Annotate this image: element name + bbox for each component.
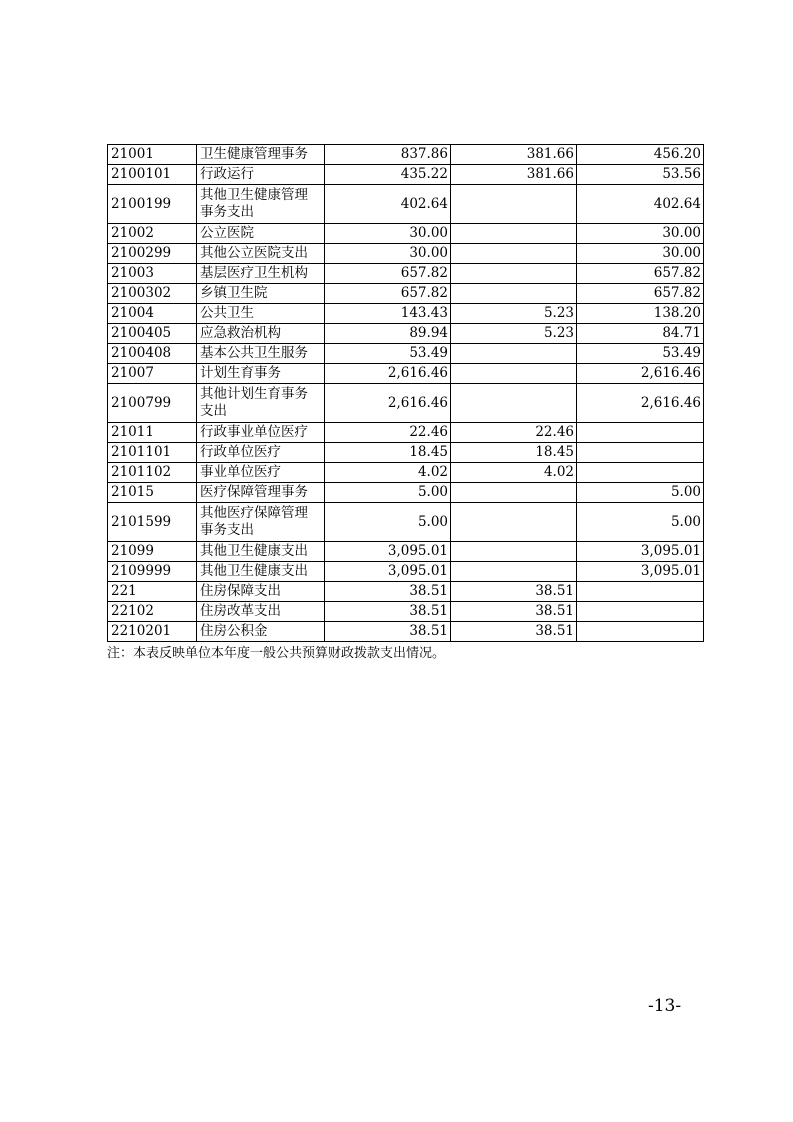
subject-name: 其他卫生健康管理事务支出 xyxy=(197,185,325,224)
subject-name: 住房保障支出 xyxy=(197,582,325,602)
basic-expenditure xyxy=(451,562,577,582)
basic-expenditure: 5.23 xyxy=(451,304,577,324)
subject-code: 21007 xyxy=(108,364,197,384)
basic-expenditure xyxy=(451,185,577,224)
subject-name: 事业单位医疗 xyxy=(197,463,325,483)
project-expenditure: 2,616.46 xyxy=(577,384,704,423)
subject-name: 其他计划生育事务支出 xyxy=(197,384,325,423)
table-footnote: 注：本表反映单位本年度一般公共预算财政拨款支出情况。 xyxy=(107,646,446,661)
project-expenditure: 3,095.01 xyxy=(577,562,704,582)
basic-expenditure: 4.02 xyxy=(451,463,577,483)
table-row xyxy=(108,503,704,542)
basic-expenditure xyxy=(451,542,577,562)
subject-name: 卫生健康管理事务 xyxy=(197,145,325,165)
total-amount: 657.82 xyxy=(325,284,451,304)
total-amount: 18.45 xyxy=(325,443,451,463)
subject-code: 2100199 xyxy=(108,185,197,224)
total-amount: 837.86 xyxy=(325,145,451,165)
table-row xyxy=(108,284,704,304)
total-amount: 3,095.01 xyxy=(325,542,451,562)
page-number: -13- xyxy=(648,996,682,1016)
subject-name: 公共卫生 xyxy=(197,304,325,324)
total-amount: 143.43 xyxy=(325,304,451,324)
subject-name: 行政事业单位医疗 xyxy=(197,423,325,443)
basic-expenditure xyxy=(451,224,577,244)
total-amount: 657.82 xyxy=(325,264,451,284)
subject-name: 其他公立医院支出 xyxy=(197,244,325,264)
subject-name: 行政单位医疗 xyxy=(197,443,325,463)
basic-expenditure: 381.66 xyxy=(451,145,577,165)
table-row xyxy=(108,542,704,562)
basic-expenditure xyxy=(451,264,577,284)
project-expenditure: 456.20 xyxy=(577,145,704,165)
project-expenditure xyxy=(577,463,704,483)
project-expenditure: 30.00 xyxy=(577,224,704,244)
table-row xyxy=(108,384,704,423)
project-expenditure xyxy=(577,443,704,463)
subject-name: 公立医院 xyxy=(197,224,325,244)
budget-expenditure-table xyxy=(107,144,704,642)
subject-name: 其他医疗保障管理事务支出 xyxy=(197,503,325,542)
table-row xyxy=(108,145,704,165)
total-amount: 53.49 xyxy=(325,344,451,364)
basic-expenditure: 38.51 xyxy=(451,582,577,602)
table-row xyxy=(108,344,704,364)
subject-name: 基层医疗卫生机构 xyxy=(197,264,325,284)
subject-code: 2100299 xyxy=(108,244,197,264)
project-expenditure: 657.82 xyxy=(577,264,704,284)
table-row xyxy=(108,304,704,324)
basic-expenditure: 381.66 xyxy=(451,165,577,185)
basic-expenditure: 5.23 xyxy=(451,324,577,344)
subject-code: 2100405 xyxy=(108,324,197,344)
total-amount: 89.94 xyxy=(325,324,451,344)
table-row xyxy=(108,224,704,244)
subject-code: 21011 xyxy=(108,423,197,443)
total-amount: 2,616.46 xyxy=(325,364,451,384)
basic-expenditure xyxy=(451,344,577,364)
subject-code: 2100408 xyxy=(108,344,197,364)
total-amount: 435.22 xyxy=(325,165,451,185)
subject-code: 21002 xyxy=(108,224,197,244)
table-row xyxy=(108,264,704,284)
basic-expenditure: 22.46 xyxy=(451,423,577,443)
project-expenditure: 84.71 xyxy=(577,324,704,344)
basic-expenditure xyxy=(451,244,577,264)
subject-code: 22102 xyxy=(108,602,197,622)
subject-code: 2100799 xyxy=(108,384,197,423)
total-amount: 2,616.46 xyxy=(325,384,451,423)
subject-code: 2210201 xyxy=(108,622,197,642)
total-amount: 3,095.01 xyxy=(325,562,451,582)
table-row xyxy=(108,423,704,443)
subject-name: 基本公共卫生服务 xyxy=(197,344,325,364)
subject-name: 行政运行 xyxy=(197,165,325,185)
subject-code: 21015 xyxy=(108,483,197,503)
table-row xyxy=(108,244,704,264)
total-amount: 38.51 xyxy=(325,602,451,622)
project-expenditure xyxy=(577,423,704,443)
total-amount: 5.00 xyxy=(325,483,451,503)
total-amount: 30.00 xyxy=(325,244,451,264)
table-row xyxy=(108,622,704,642)
subject-code: 21001 xyxy=(108,145,197,165)
subject-name: 计划生育事务 xyxy=(197,364,325,384)
subject-code: 221 xyxy=(108,582,197,602)
table-row xyxy=(108,364,704,384)
subject-code: 2101102 xyxy=(108,463,197,483)
subject-code: 2101101 xyxy=(108,443,197,463)
table-row xyxy=(108,185,704,224)
subject-name: 其他卫生健康支出 xyxy=(197,562,325,582)
project-expenditure: 657.82 xyxy=(577,284,704,304)
project-expenditure: 53.49 xyxy=(577,344,704,364)
table-row xyxy=(108,562,704,582)
table-row xyxy=(108,165,704,185)
subject-name: 其他卫生健康支出 xyxy=(197,542,325,562)
basic-expenditure xyxy=(451,384,577,423)
project-expenditure: 138.20 xyxy=(577,304,704,324)
subject-name: 住房公积金 xyxy=(197,622,325,642)
subject-code: 2100101 xyxy=(108,165,197,185)
project-expenditure: 402.64 xyxy=(577,185,704,224)
table-row xyxy=(108,463,704,483)
table-row xyxy=(108,324,704,344)
total-amount: 38.51 xyxy=(325,622,451,642)
subject-code: 21004 xyxy=(108,304,197,324)
total-amount: 402.64 xyxy=(325,185,451,224)
subject-name: 医疗保障管理事务 xyxy=(197,483,325,503)
table-row xyxy=(108,443,704,463)
basic-expenditure: 38.51 xyxy=(451,602,577,622)
total-amount: 30.00 xyxy=(325,224,451,244)
basic-expenditure: 38.51 xyxy=(451,622,577,642)
basic-expenditure xyxy=(451,364,577,384)
subject-code: 21099 xyxy=(108,542,197,562)
project-expenditure xyxy=(577,602,704,622)
subject-code: 2109999 xyxy=(108,562,197,582)
project-expenditure: 5.00 xyxy=(577,503,704,542)
total-amount: 38.51 xyxy=(325,582,451,602)
project-expenditure: 2,616.46 xyxy=(577,364,704,384)
table-row xyxy=(108,582,704,602)
project-expenditure xyxy=(577,582,704,602)
project-expenditure: 5.00 xyxy=(577,483,704,503)
subject-code: 21003 xyxy=(108,264,197,284)
basic-expenditure xyxy=(451,483,577,503)
total-amount: 5.00 xyxy=(325,503,451,542)
total-amount: 4.02 xyxy=(325,463,451,483)
project-expenditure: 30.00 xyxy=(577,244,704,264)
project-expenditure: 53.56 xyxy=(577,165,704,185)
subject-code: 2100302 xyxy=(108,284,197,304)
table-row xyxy=(108,483,704,503)
subject-name: 乡镇卫生院 xyxy=(197,284,325,304)
subject-code: 2101599 xyxy=(108,503,197,542)
subject-name: 住房改革支出 xyxy=(197,602,325,622)
subject-name: 应急救治机构 xyxy=(197,324,325,344)
basic-expenditure: 18.45 xyxy=(451,443,577,463)
table-row xyxy=(108,602,704,622)
project-expenditure: 3,095.01 xyxy=(577,542,704,562)
basic-expenditure xyxy=(451,503,577,542)
basic-expenditure xyxy=(451,284,577,304)
total-amount: 22.46 xyxy=(325,423,451,443)
project-expenditure xyxy=(577,622,704,642)
